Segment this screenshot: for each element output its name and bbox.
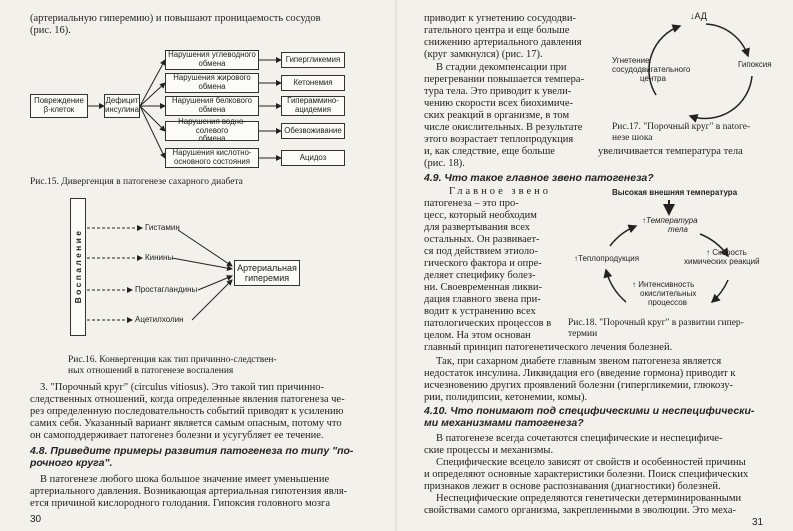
fig15-result-2: Кетонемия [281, 75, 345, 91]
fig18-center-1: ↑Температура [642, 216, 698, 225]
fig16-caption-1: Рис.16. Конвергенция как тип причинно-следствен- [68, 355, 277, 365]
para-top-10: числе окислительных. В результате [424, 122, 583, 133]
fig18-bottom-2: окислительных [640, 289, 697, 298]
para410-7: свойствами самого организма, закрепленными в эволюции. Это меха- [424, 505, 736, 516]
fig15-middle-line2: инсулина [105, 105, 139, 114]
fig16-mediator-2: Кинины [145, 253, 174, 262]
fig16-mediator-1: Гистамин [145, 223, 180, 232]
para-diabetes-2: недостаток инсулина. Ликвидация его (введение гормона) приводит к [424, 368, 736, 379]
fig18-bottom-3: процессов [648, 298, 687, 307]
para410-2: ские процессы и механизмы. [424, 445, 554, 456]
fig18-right-1: ↑ Скорость [706, 248, 747, 257]
para-top-1: приводит к угнетению сосудодви- [424, 13, 577, 24]
fig15-middle-box [104, 94, 140, 118]
fig16-vertical-label: В о с п а л е н и е [72, 230, 83, 304]
section3-line-2: следственных отношений, когда определенные явления патогенеза че- [30, 394, 345, 405]
para-diabetes-4: рии, полидипсии, кетонемии, комы). [424, 392, 588, 403]
section3-line-3: рез определенную последовательность событий приводят к усилению [30, 406, 344, 417]
page-number-left: 30 [30, 514, 42, 525]
page-number-right: 31 [752, 517, 764, 528]
para49-12: патологических процессов в [424, 318, 552, 329]
fig15-disorder-3: Нарушения белкового обмена [165, 96, 259, 116]
fig16-vertical-box [70, 198, 86, 336]
section3-line-1: 3. "Порочный круг" (circulus vitiosus). Это такой тип причинно- [40, 382, 325, 393]
fig17-caption-1: Рис.17. "Порочный круг" в natoге- [612, 122, 751, 132]
section3-line-4: самих себя. Указанный вариант является самым опасным, потому что [30, 418, 342, 429]
para49-7: гического фактора и опре- [424, 258, 542, 269]
fig17-top: ↓АД [690, 11, 707, 21]
fig18-left: ↑Теплопродукция [574, 254, 640, 263]
fig15-middle-line1: Дефицит [105, 96, 139, 106]
fig15-source-box [30, 94, 88, 118]
para49-end: главный принцип патогенетического лечения болезней. [424, 342, 673, 353]
fig17-right: Гипоксия [738, 60, 772, 69]
fig15-result-3: Гипераммино- ацидемия [281, 96, 345, 116]
question-4-10-line-1: 4.10. Что понимают под специфическими и неспецифически- [424, 405, 755, 417]
question-4-10-line-2: ми механизмами патогенеза? [424, 417, 584, 429]
fig17-caption-2: незе шока [612, 133, 653, 143]
para49-11: водит к устранению всех [424, 306, 536, 317]
para-top-9: ских реакций в организме, в том [424, 110, 570, 121]
fig15-caption: Рис.15. Дивергенция в патогенезе сахарного диабета [30, 177, 243, 187]
fig16-caption-2: ных отношений в патогенезе воспаления [68, 366, 234, 376]
para49-10: дация главного звена при- [424, 294, 541, 305]
para48-line-1: В патогенезе любого шока большое значение имеет уменьшение [40, 474, 330, 485]
para-diabetes-1: Так, при сахарном диабете главным звеном патогенеза является [436, 356, 722, 367]
para49-3: цесс, который необходим [424, 210, 537, 221]
fig17-left-3: центра [640, 74, 666, 83]
para-top-end: (рис. 18). [424, 158, 465, 169]
fig15-source-line2: β-клеток [43, 105, 75, 114]
para49-5: остальных. Он развивает- [424, 234, 540, 245]
fig15-result-4: Обезвоживание [281, 123, 345, 139]
para48-line-3: ется причиной кислородного голодания. Гипоксия головного мозга [30, 498, 330, 509]
para410-1: В патогенезе всегда сочетаются специфические и неспецифиче- [436, 433, 723, 444]
fig15-result-5: Ацидоз [281, 150, 345, 166]
intro-line-2: (рис. 16). [30, 25, 71, 36]
fig17-left-2: сосудодвигательного [612, 65, 691, 74]
fig15-disorder-5: Нарушения кислотно- основного состояния [165, 148, 259, 168]
fig18-caption-1: Рис.18. "Порочный круг" в развитии гипер- [568, 318, 744, 328]
para-top-4: (круг замкнулся) (рис. 17). [424, 49, 543, 60]
intro-line-1: (артериальную гиперемию) и повышают проницаемость сосудов [30, 13, 321, 24]
para-top-7: тура тела. Это приводит к увели- [424, 86, 572, 97]
fig15-disorder-2: Нарушения жирового обмена [165, 73, 259, 93]
para-top-11: этого возрастает теплопродукция [424, 134, 574, 145]
para48-line-2: артериального давления. Возникающая артериальная гипотензия явля- [30, 486, 348, 497]
fig18-right-2: химических реакций [684, 257, 760, 266]
para49-6: ся под действием этиоло- [424, 246, 538, 257]
fig18-caption-2: термии [568, 329, 598, 339]
para49-1: Главное звено [449, 186, 551, 197]
para-top-2: гательного центра и еще больше [424, 25, 570, 36]
fig15-source-line1: Повреждение [34, 96, 84, 106]
fig18-center-2: тела [668, 225, 688, 234]
para-diabetes-3: исчезновению других проявлений болезни (гипергликемии, глюкозу- [424, 380, 733, 391]
para-top-3: снижению артериального давления [424, 37, 582, 48]
para410-6: Неспецифические определяются генетически детерминированными [436, 493, 742, 504]
question-4-8-line-2: рочного круга". [30, 457, 113, 469]
fig15-disorder-1: Нарушения углеводного обмена [165, 50, 259, 70]
fig18-bottom-1: ↑ Интенсивность [632, 280, 695, 289]
para410-5: признаков лежит в основе распознавания (диагностики) болезней. [424, 481, 721, 492]
para49-2: патогенеза – это про- [424, 198, 519, 209]
fig16-mediator-4: Ацетилхолин [135, 315, 184, 324]
fig15-result-1: Гипергликемия [281, 52, 345, 68]
para49-9: ни. Своевременная ликви- [424, 282, 542, 293]
question-4-9: 4.9. Что такое главное звено патогенеза? [424, 172, 654, 184]
para-top-12: и, как следствие, еще больше [424, 146, 555, 157]
para410-4: и определяют основные характеристики болезни. Поиск специфических [424, 469, 749, 480]
question-4-8-line-1: 4.8. Приведите примеры развития патогенеза по типу "по- [30, 445, 354, 457]
para-top-6: перегревании повышается темпера- [424, 74, 585, 85]
fig15-disorder-4: Нарушения водно-солевого обмена [165, 121, 259, 141]
fig17-left-1: Угнетение [612, 56, 650, 65]
para410-3: Специфические всецело зависят от свойств и особенностей причины [436, 457, 746, 468]
para-top-5: В стадии декомпенсации при [436, 62, 567, 73]
fig16-target-box: Артериальная гиперемия [234, 260, 300, 286]
para49-8: деляет специфику болез- [424, 270, 536, 281]
para49-4: для развертывания всех [424, 222, 531, 233]
para-top-8: чению скорости всех биохимиче- [424, 98, 573, 109]
para-top-tail: увеличивается температура тела [598, 146, 743, 157]
section3-line-5: он самоподдерживает патогенез болезни и усугубляет ее течение. [30, 430, 324, 441]
para49-13: целом. На этом основан [424, 330, 531, 341]
fig18-top: Высокая внешняя температура [612, 188, 738, 197]
fig16-mediator-3: Простагландины [135, 285, 198, 294]
